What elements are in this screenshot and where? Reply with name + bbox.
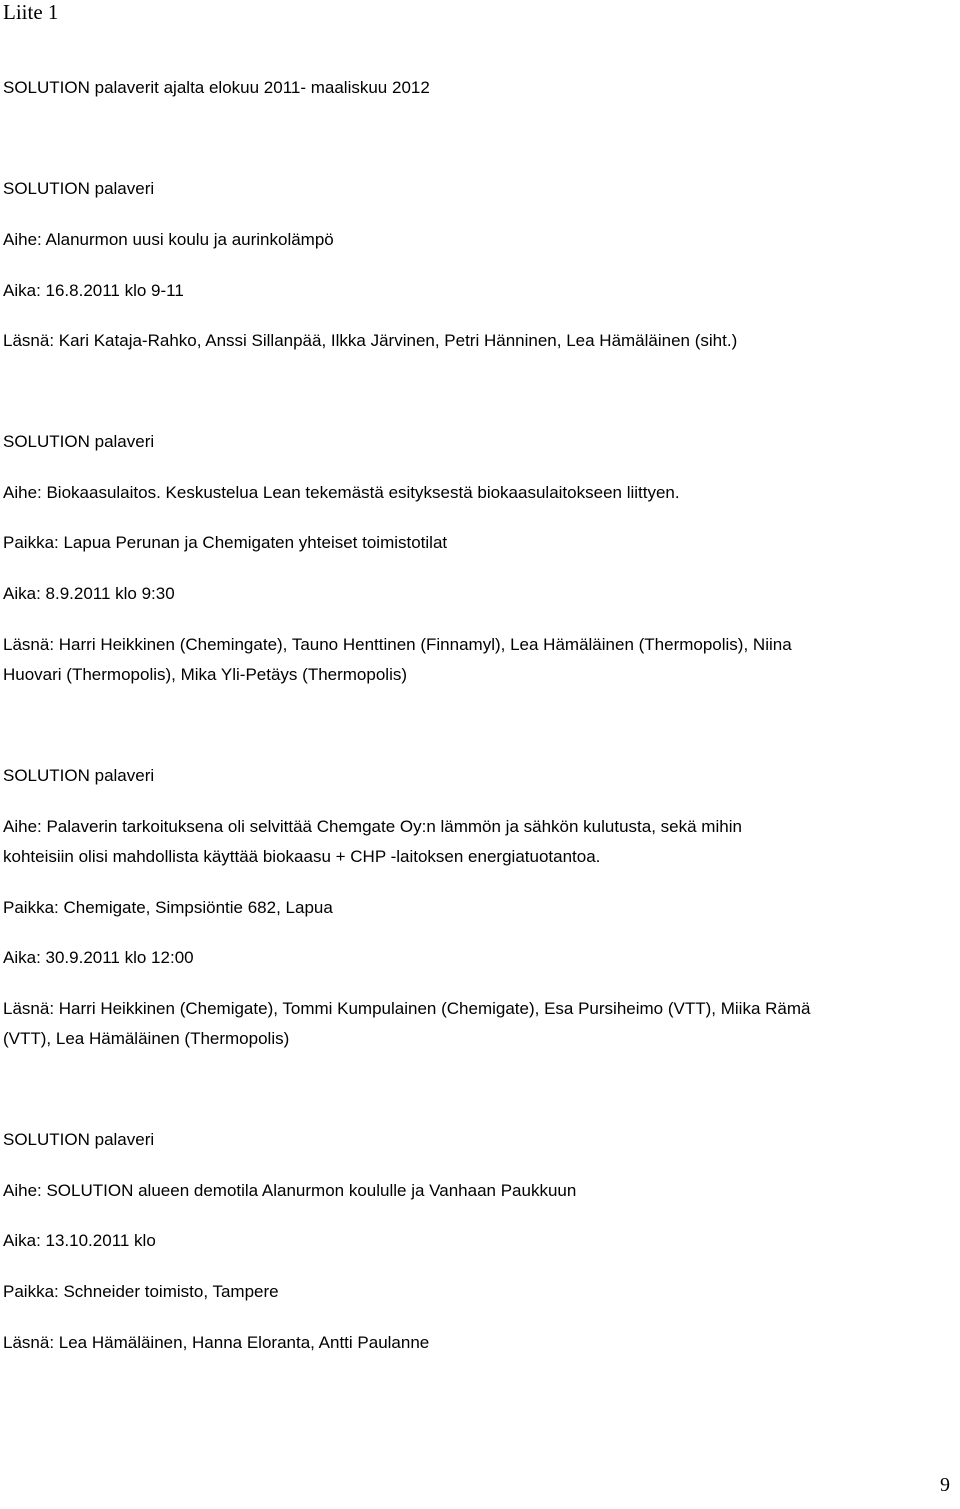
meeting-1-attendees: Läsnä: Kari Kataja-Rahko, Anssi Sillanpää, Ilkka Järvinen, Petri Hänninen, Lea Hämäläinen (siht.) — [3, 331, 738, 350]
meeting-2-place: Paikka: Lapua Perunan ja Chemigaten yhteiset toimistotilat — [3, 533, 448, 552]
meeting-3-time: Aika: 30.9.2011 klo 12:00 — [3, 948, 194, 967]
meeting-1-heading: SOLUTION palaveri — [3, 179, 155, 198]
meeting-4-heading: SOLUTION palaveri — [3, 1130, 155, 1149]
meeting-3-place: Paikka: Chemigate, Simpsiöntie 682, Lapua — [3, 898, 333, 917]
appendix-label: Liite 1 — [3, 0, 59, 24]
meeting-4-subject: Aihe: SOLUTION alueen demotila Alanurmon koululle ja Vanhaan Paukkuun — [3, 1181, 577, 1200]
meeting-2-time: Aika: 8.9.2011 klo 9:30 — [3, 584, 175, 603]
meeting-4-time: Aika: 13.10.2011 klo — [3, 1231, 156, 1250]
meeting-4-attendees: Läsnä: Lea Hämäläinen, Hanna Eloranta, Antti Paulanne — [3, 1333, 430, 1352]
meeting-3-subject-line2: kohteisiin olisi mahdollista käyttää biokaasu + CHP -laitoksen energiatuotantoa. — [3, 847, 601, 866]
meeting-3-attendees-line1: Läsnä: Harri Heikkinen (Chemigate), Tommi Kumpulainen (Chemigate), Esa Pursiheimo (VTT), Miika Rämä — [3, 999, 811, 1018]
meeting-2-attendees-line1: Läsnä: Harri Heikkinen (Chemingate), Tauno Henttinen (Finnamyl), Lea Hämäläinen (Thermopolis), Niina — [3, 635, 792, 654]
meeting-3-attendees-line2: (VTT), Lea Hämäläinen (Thermopolis) — [3, 1029, 290, 1048]
meeting-3-subject-line1: Aihe: Palaverin tarkoituksena oli selvittää Chemgate Oy:n lämmön ja sähkön kulutusta, sekä mihin — [3, 817, 742, 836]
meeting-4-place: Paikka: Schneider toimisto, Tampere — [3, 1282, 279, 1301]
meeting-2-heading: SOLUTION palaveri — [3, 432, 155, 451]
meeting-1-subject: Aihe: Alanurmon uusi koulu ja aurinkolämpö — [3, 230, 334, 249]
meeting-1-time: Aika: 16.8.2011 klo 9-11 — [3, 281, 184, 300]
meeting-2-subject: Aihe: Biokaasulaitos. Keskustelua Lean tekemästä esityksestä biokaasulaitokseen liittyen. — [3, 483, 680, 502]
page-number: 9 — [940, 1474, 950, 1496]
meeting-3-heading: SOLUTION palaveri — [3, 766, 155, 785]
document-title: SOLUTION palaverit ajalta elokuu 2011- maaliskuu 2012 — [3, 78, 430, 97]
meeting-2-attendees-line2: Huovari (Thermopolis), Mika Yli-Petäys (Thermopolis) — [3, 665, 408, 684]
